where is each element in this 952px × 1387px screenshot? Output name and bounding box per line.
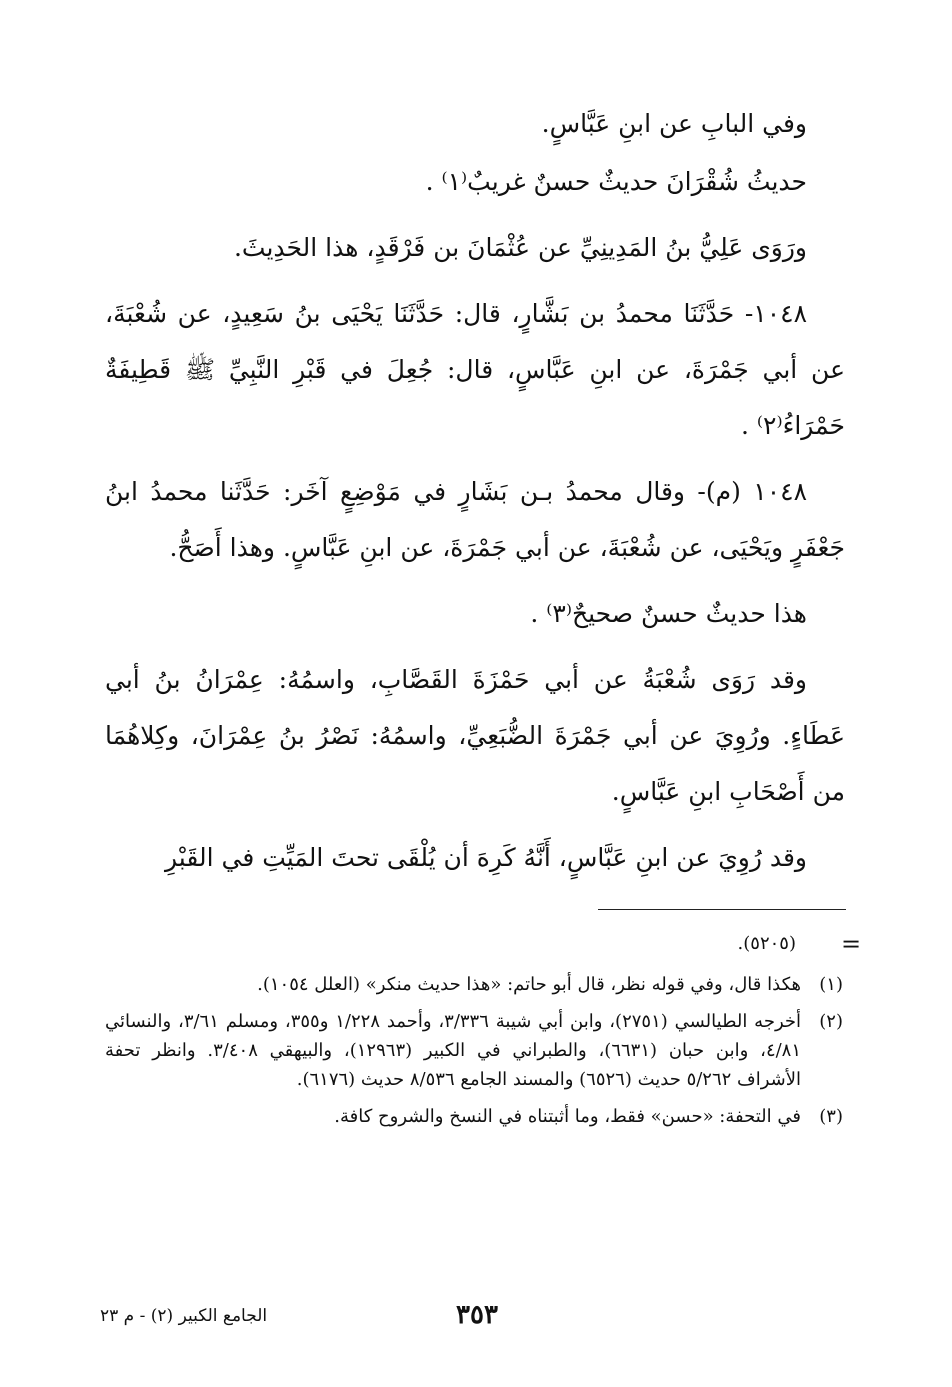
hadith-1048: ١٠٤٨- حَدَّثَنَا محمدُ بن بَشَّارٍ، قال: حَدَّثَنَا يَحْيَى بنُ سَعِيدٍ، عن شُعْبَةَ، عن أبي جَمْرَةَ، عن ابنِ عَبَّاسٍ، قال: جُعِلَ في قَبْرِ النَّبِيِّ ﷺ قَطِيفَةٌ حَمْرَاءُ⁽٢⁾ . (105, 299, 845, 440)
footnote-text: في التحفة: «حسن» فقط، وما أثبتناه في النسخ والشروح كافة. (334, 1106, 801, 1127)
continuation-mark: = (841, 930, 862, 958)
page-number: ٣٥٣ (456, 1300, 498, 1330)
footnote-number: (٢) (819, 1011, 843, 1032)
footnotes (105, 970, 843, 1139)
footnote-separator (598, 909, 846, 910)
footnote-1 (105, 970, 843, 999)
paragraph-narrators: وقد رَوَى شُعْبَةُ عن أبي حَمْزَةَ القَصَّابِ، واسمُهُ: عِمْرَانُ بنُ أبي عَطَاءٍ. ورُوِيَ عن أبي جَمْرَةَ الضُّبَعِيِّ، واسمُهُ: نَصْرُ بنُ عِمْرَانَ، وكِلاهُمَا من أَصْحَابِ ابنِ عَبَّاسٍ. (105, 665, 845, 806)
paragraph-grading: هذا حديثٌ حسنٌ صحيحٌ⁽٣⁾ . (530, 599, 807, 628)
paragraph-2: حديثُ شُقْرَانَ حديثٌ حسنٌ غريبٌ⁽١⁾ . (425, 167, 807, 196)
paragraph-continues: وقد رُوِيَ عن ابنِ عَبَّاسٍ، أَنَّهُ كَرِهَ أن يُلْقَى تحتَ المَيِّتِ في القَبْرِ (165, 843, 807, 872)
footnote-continuation: (٥٢٠٥). (737, 933, 796, 954)
paragraph-3: ورَوَى عَلِيُّ بنُ المَدِينِيِّ عن عُثْمَانَ بن فَرْقَدٍ، هذا الحَدِيثَ. (233, 233, 807, 262)
footnote-2 (105, 1007, 843, 1094)
footnote-3 (105, 1102, 843, 1131)
footnote-number: (٣) (819, 1106, 843, 1127)
hadith-1048-m: ١٠٤٨ (م)- وقال محمدُ بـن بَشَارٍ في مَوْضِعٍ آخَر: حَدَّثَنا محمدُ ابنُ جَعْفَرٍ ويَحْيَى، عن شُعْبَةَ، عن أبي جَمْرَةَ، عن ابنِ عَبَّاسٍ. وهذا أَصَحُّ. (105, 477, 845, 562)
footnote-number: (١) (819, 974, 843, 995)
paragraph-1: وفي البابِ عن ابنِ عَبَّاسٍ. (541, 109, 807, 138)
footnote-text: هكذا قال، وفي قوله نظر، قال أبو حاتم: «هذا حديث منكر» (العلل ١٠٥٤). (257, 974, 801, 995)
book-title-signature: الجامع الكبير (٢) - م ٢٣ (100, 1306, 268, 1326)
main-text (105, 96, 845, 896)
footnote-text: أخرجه الطيالسي (٢٧٥١)، وابن أبي شيبة ٣/٣٣٦، وأحمد ١/٢٢٨ و٣٥٥، ومسلم ٣/٦١، والنسائي ٤/٨١، وابن حبان (٦٦٣١)، والطبراني في الكبير (١٢٩٦٣)، والبيهقي ٣/٤٠٨. وانظر تحفة الأشراف ٥/٢٦٢ حديث (٦٥٢٦) والمسند الجامع ٨/٥٣٦ حديث (٦١٧٦). (105, 1011, 802, 1090)
